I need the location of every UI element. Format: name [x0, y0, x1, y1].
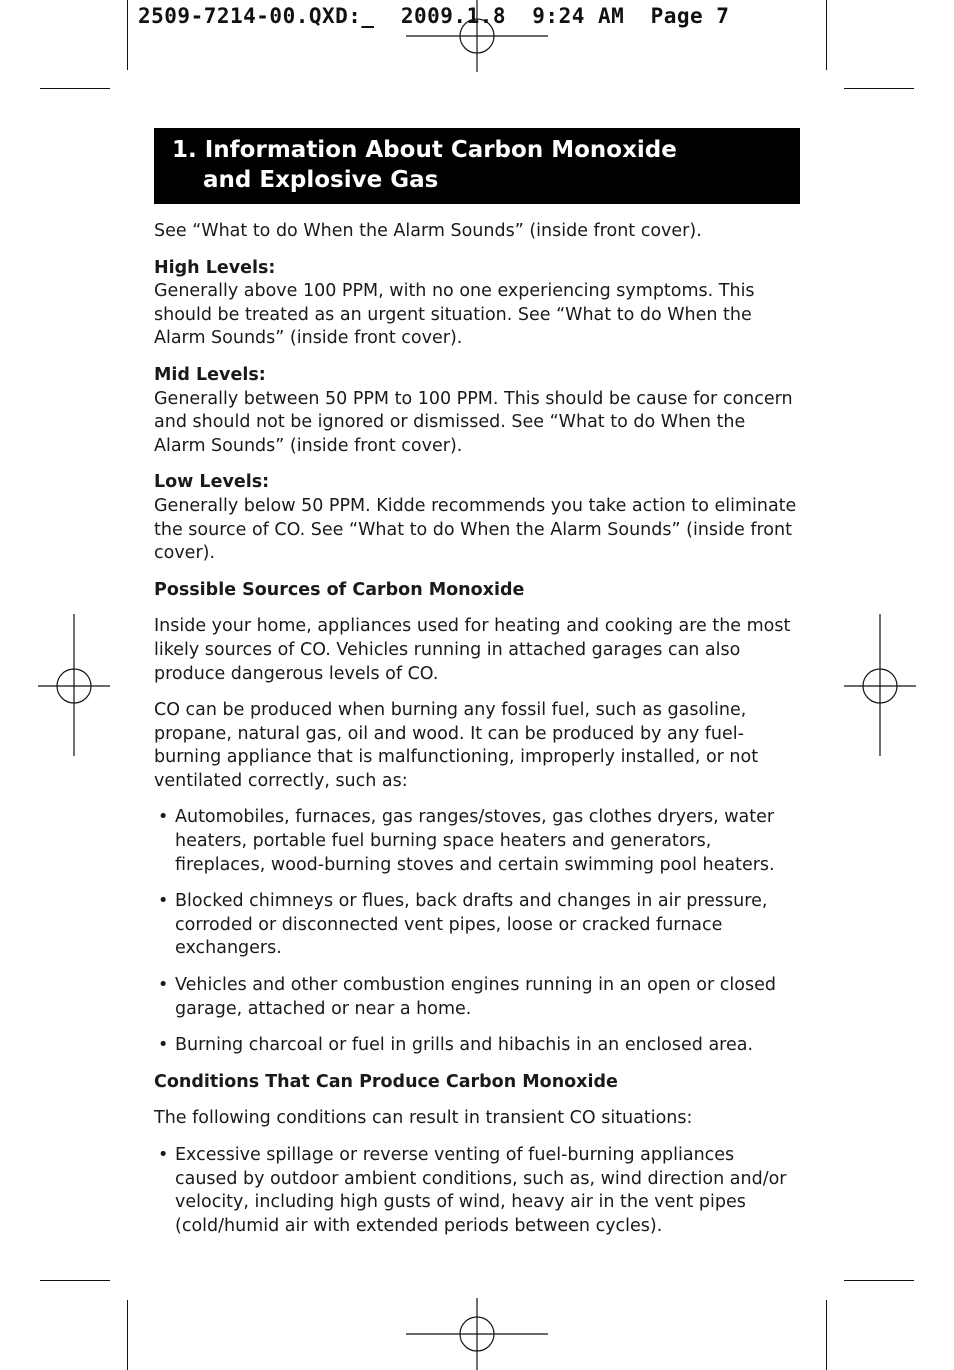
sources-paragraph-2: CO can be produced when burning any fossil fuel, such as gasoline, propane, natural gas, oil and wood. It can be produced by any fuel-burning appliance that is malfunctioning, improperly installed, or not ventilated correctly, such as:: [154, 700, 759, 791]
conditions-intro-paragraph: The following conditions can result in transient CO situations:: [154, 1108, 693, 1129]
level-high-text: Generally above 100 PPM, with no one experiencing symptoms. This should be treated as an urgent situation. See “What to do When the Alarm Sounds” (inside front cover).: [154, 281, 755, 349]
list-item: • Blocked chimneys or flues, back drafts and changes in air pressure, corroded or disconnected vent pipes, loose or cracked furnace exchangers.: [154, 890, 800, 961]
sources-section-title: Possible Sources of Carbon Monoxide: [154, 579, 525, 600]
conditions-section-title: Conditions That Can Produce Carbon Monoxide: [154, 1071, 618, 1092]
list-item: • Vehicles and other combustion engines running in an open or closed garage, attached or near a home.: [154, 974, 800, 1021]
registration-mark-right-icon: [844, 614, 916, 756]
level-mid-text: Generally between 50 PPM to 100 PPM. This should be cause for concern and should not be ignored or dismissed. See “What to do When the Alarm Sounds” (inside front cover).: [154, 388, 793, 456]
registration-mark-bottom-icon: [406, 1298, 548, 1370]
section-heading-line-2: and Explosive Gas: [203, 167, 439, 193]
level-low-title: Low Levels:: [154, 472, 270, 493]
crop-mark-bottom-left-horizontal: [40, 1280, 110, 1281]
level-mid: [154, 364, 800, 458]
registration-mark-top-icon: [406, 0, 548, 72]
list-item: • Automobiles, furnaces, gas ranges/stoves, gas clothes dryers, water heaters, portable fuel burning space heaters and generators, fireplaces, wood-burning stoves and certain swimming pool heaters.: [154, 806, 800, 877]
crop-mark-top-right-horizontal: [844, 88, 914, 89]
conditions-bullet-list: [154, 1144, 800, 1238]
intro-paragraph: See “What to do When the Alarm Sounds” (inside front cover).: [154, 221, 702, 241]
level-high-title: High Levels:: [154, 257, 276, 278]
page-content: [154, 220, 800, 1251]
level-mid-title: Mid Levels:: [154, 364, 266, 385]
section-heading-bar: [154, 128, 800, 204]
sources-paragraph-1: Inside your home, appliances used for heating and cooking are the most likely sources of CO. Vehicles running in attached garages can also produce dangerous levels of CO.: [154, 616, 791, 684]
crop-mark-top-left-horizontal: [40, 88, 110, 89]
level-high: [154, 257, 800, 351]
level-low-text: Generally below 50 PPM. Kidde recommends you take action to eliminate the source of CO. See “What to do When the Alarm Sounds” (inside front cover).: [154, 495, 797, 564]
registration-mark-left-icon: [38, 614, 110, 756]
section-heading-line-1: 1. Information About Carbon Monoxide: [172, 137, 677, 163]
crop-mark-top-left-vertical: [127, 0, 128, 70]
list-item: • Burning charcoal or fuel in grills and hibachis in an enclosed area.: [154, 1034, 800, 1058]
crop-mark-bottom-right-vertical: [826, 1300, 827, 1370]
print-slug-line: 2509-7214-00.QXD:_ 2009.1.8 9:24 AM Page 7: [138, 4, 730, 28]
crop-mark-bottom-left-vertical: [127, 1300, 128, 1370]
list-item: • Excessive spillage or reverse venting of fuel-burning appliances caused by outdoor ambient conditions, such as, wind direction and/or velocity, including high gusts of wind, heavy air in the vent pipes (cold/humid air with extended periods between cycles).: [154, 1144, 800, 1238]
crop-mark-bottom-right-horizontal: [844, 1280, 914, 1281]
level-low: [154, 471, 800, 565]
crop-mark-top-right-vertical: [826, 0, 827, 70]
sources-bullet-list: [154, 806, 800, 1057]
